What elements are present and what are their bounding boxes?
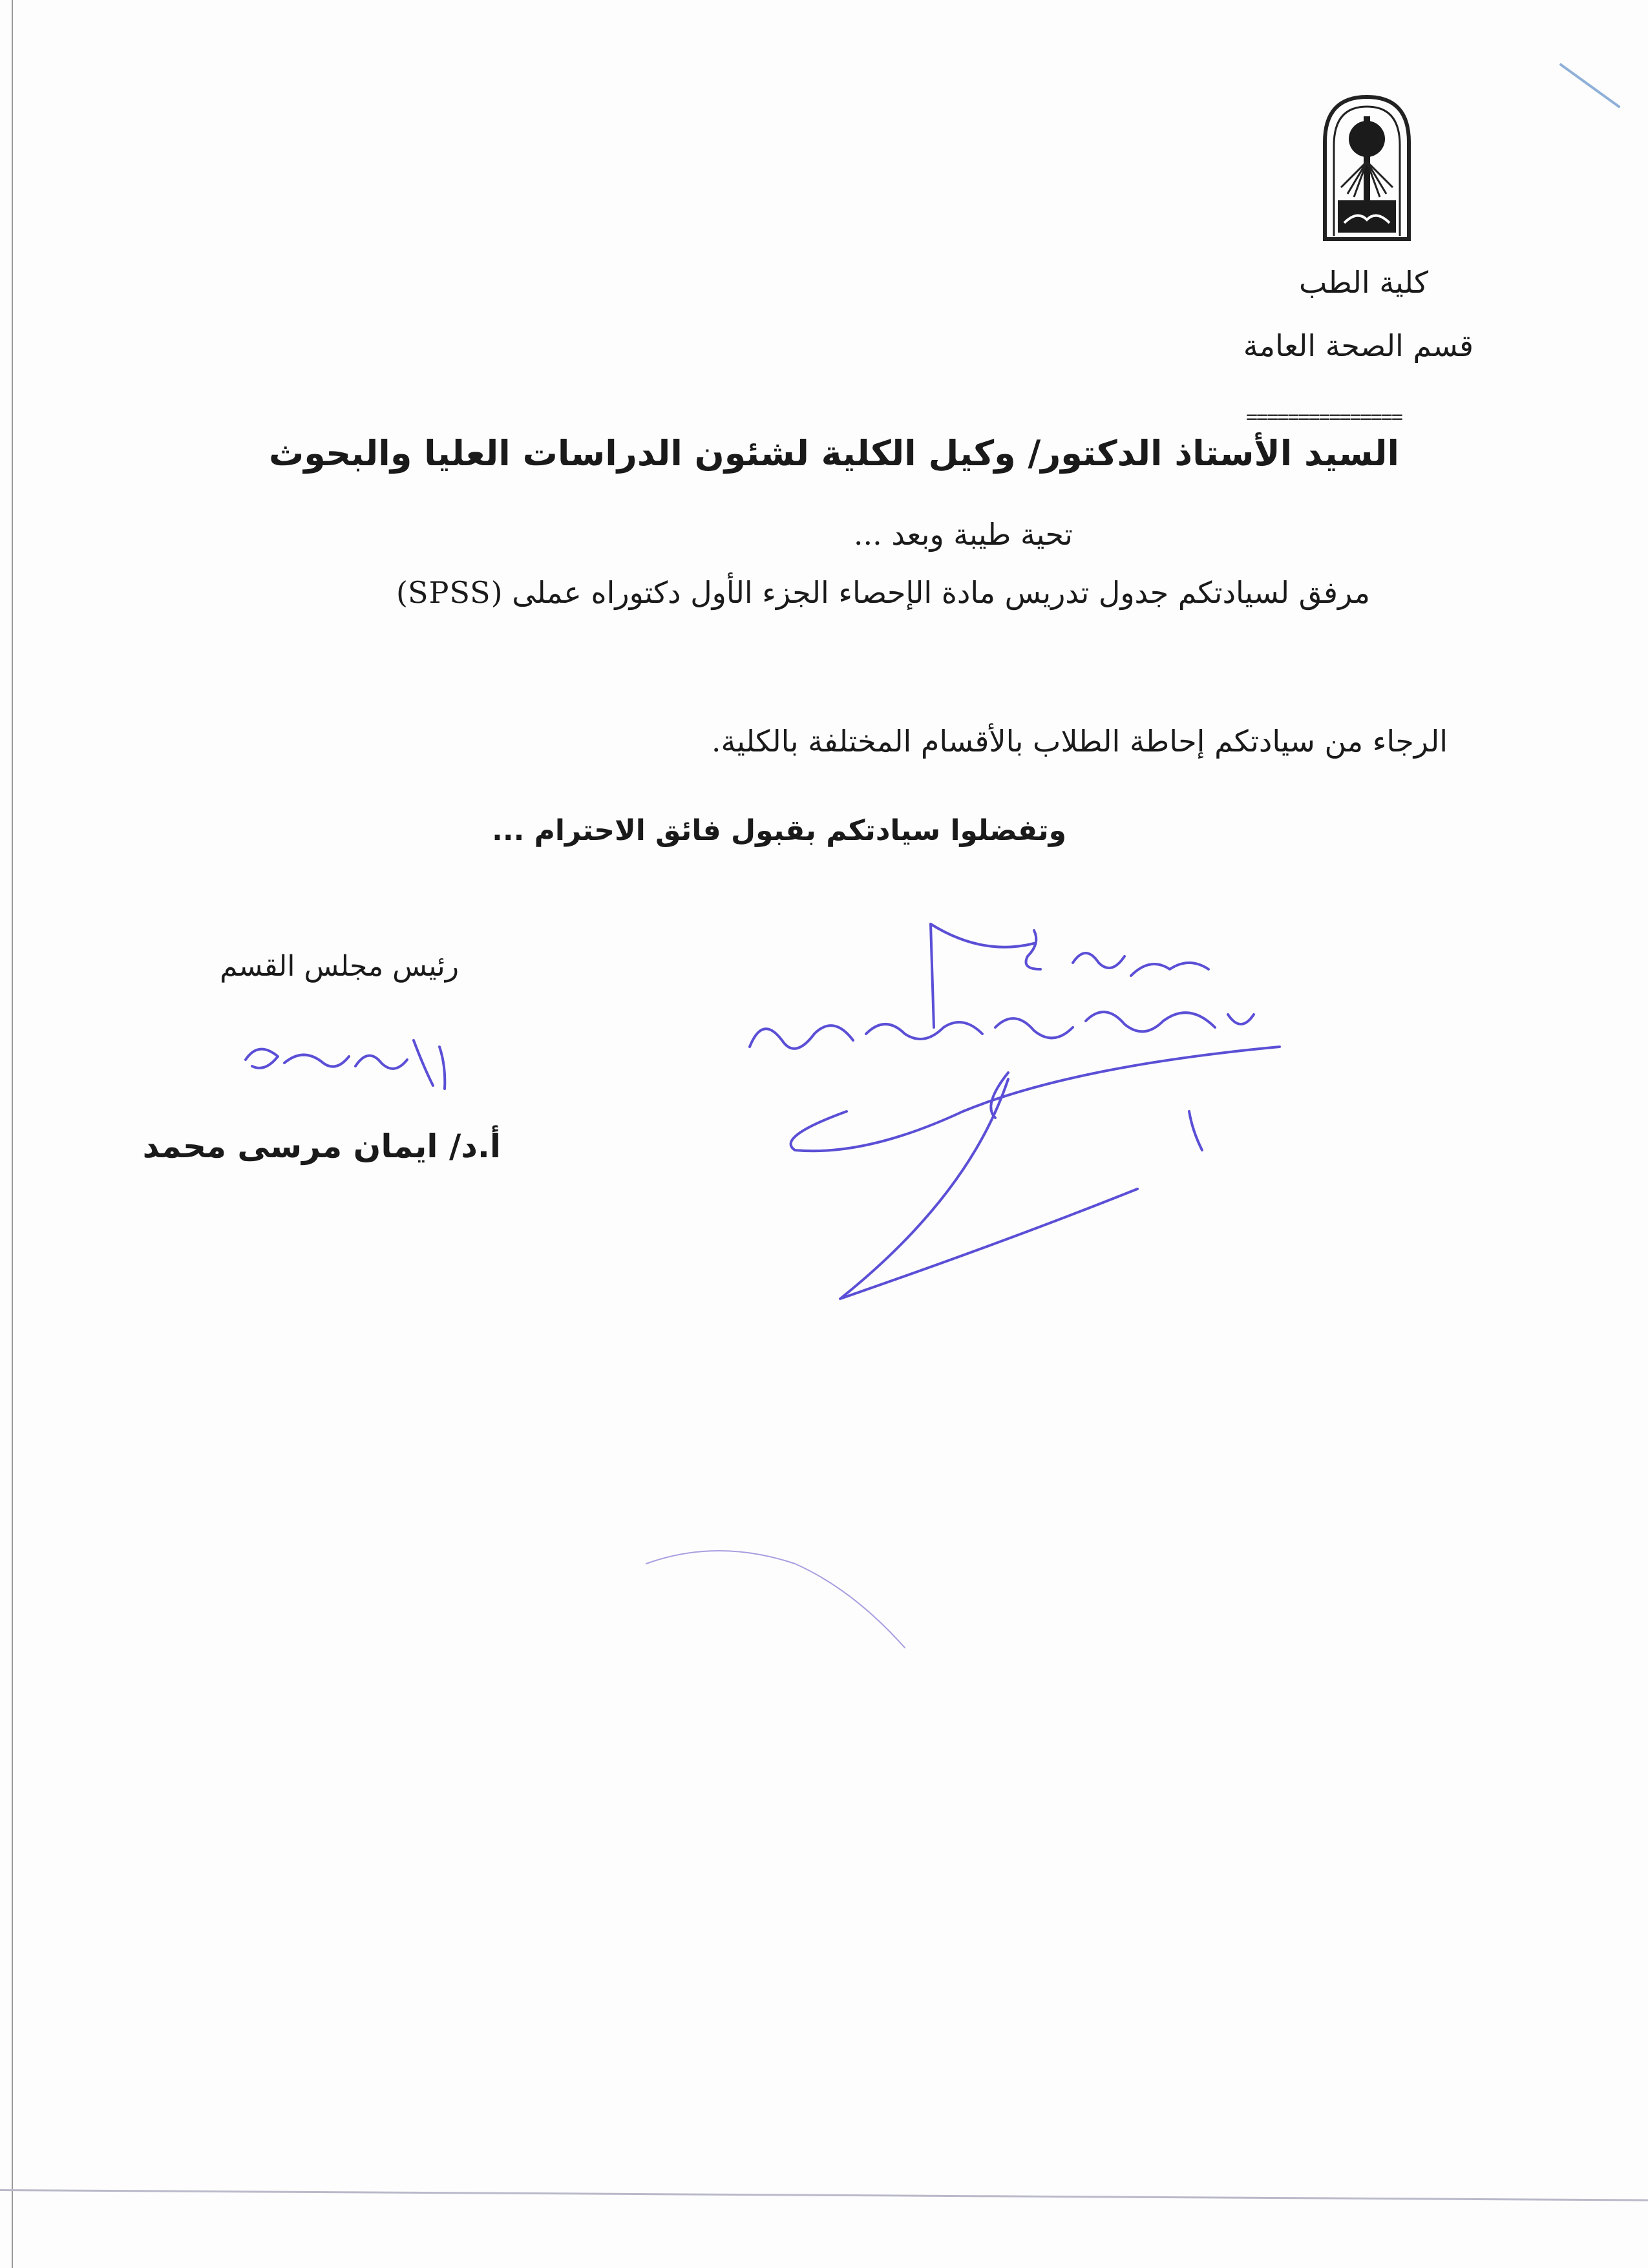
signatory-name: أ.د/ ايمان مرسى محمد [142, 1128, 501, 1165]
department-head-signature [239, 1027, 459, 1098]
body-paragraph-line-2: الرجاء من سيادتكم إحاطة الطلاب بالأقسام المختلفة بالكلية. [711, 724, 1448, 759]
scan-edge-left [12, 0, 13, 2268]
faculty-name: كلية الطب [1299, 265, 1428, 300]
closing-line: وتفضلوا سيادتكم بقبول فائق الاحترام ... [492, 814, 1066, 847]
department-name: قسم الصحة العامة [1243, 328, 1474, 363]
scan-edge-bottom [0, 2189, 1648, 2201]
header-divider: =============== [1246, 406, 1402, 428]
addressee-line: السيد الأستاذ الدكتور/ وكيل الكلية لشئون الدراسات العليا والبحوث [268, 433, 1399, 474]
stray-ink-stroke [640, 1538, 911, 1654]
body-paragraph-line-1: مرفق لسيادتكم جدول تدريس مادة الإحصاء الجزء الأول دكتوراه عملى (SPSS) [396, 575, 1370, 610]
scanner-corner-mark [1558, 61, 1622, 113]
university-logo [1312, 90, 1422, 246]
greeting-line: تحية طيبة وبعد ... [853, 517, 1073, 552]
signatory-title: رئيس مجلس القسم [220, 950, 459, 983]
handwritten-annotation [737, 918, 1318, 1422]
